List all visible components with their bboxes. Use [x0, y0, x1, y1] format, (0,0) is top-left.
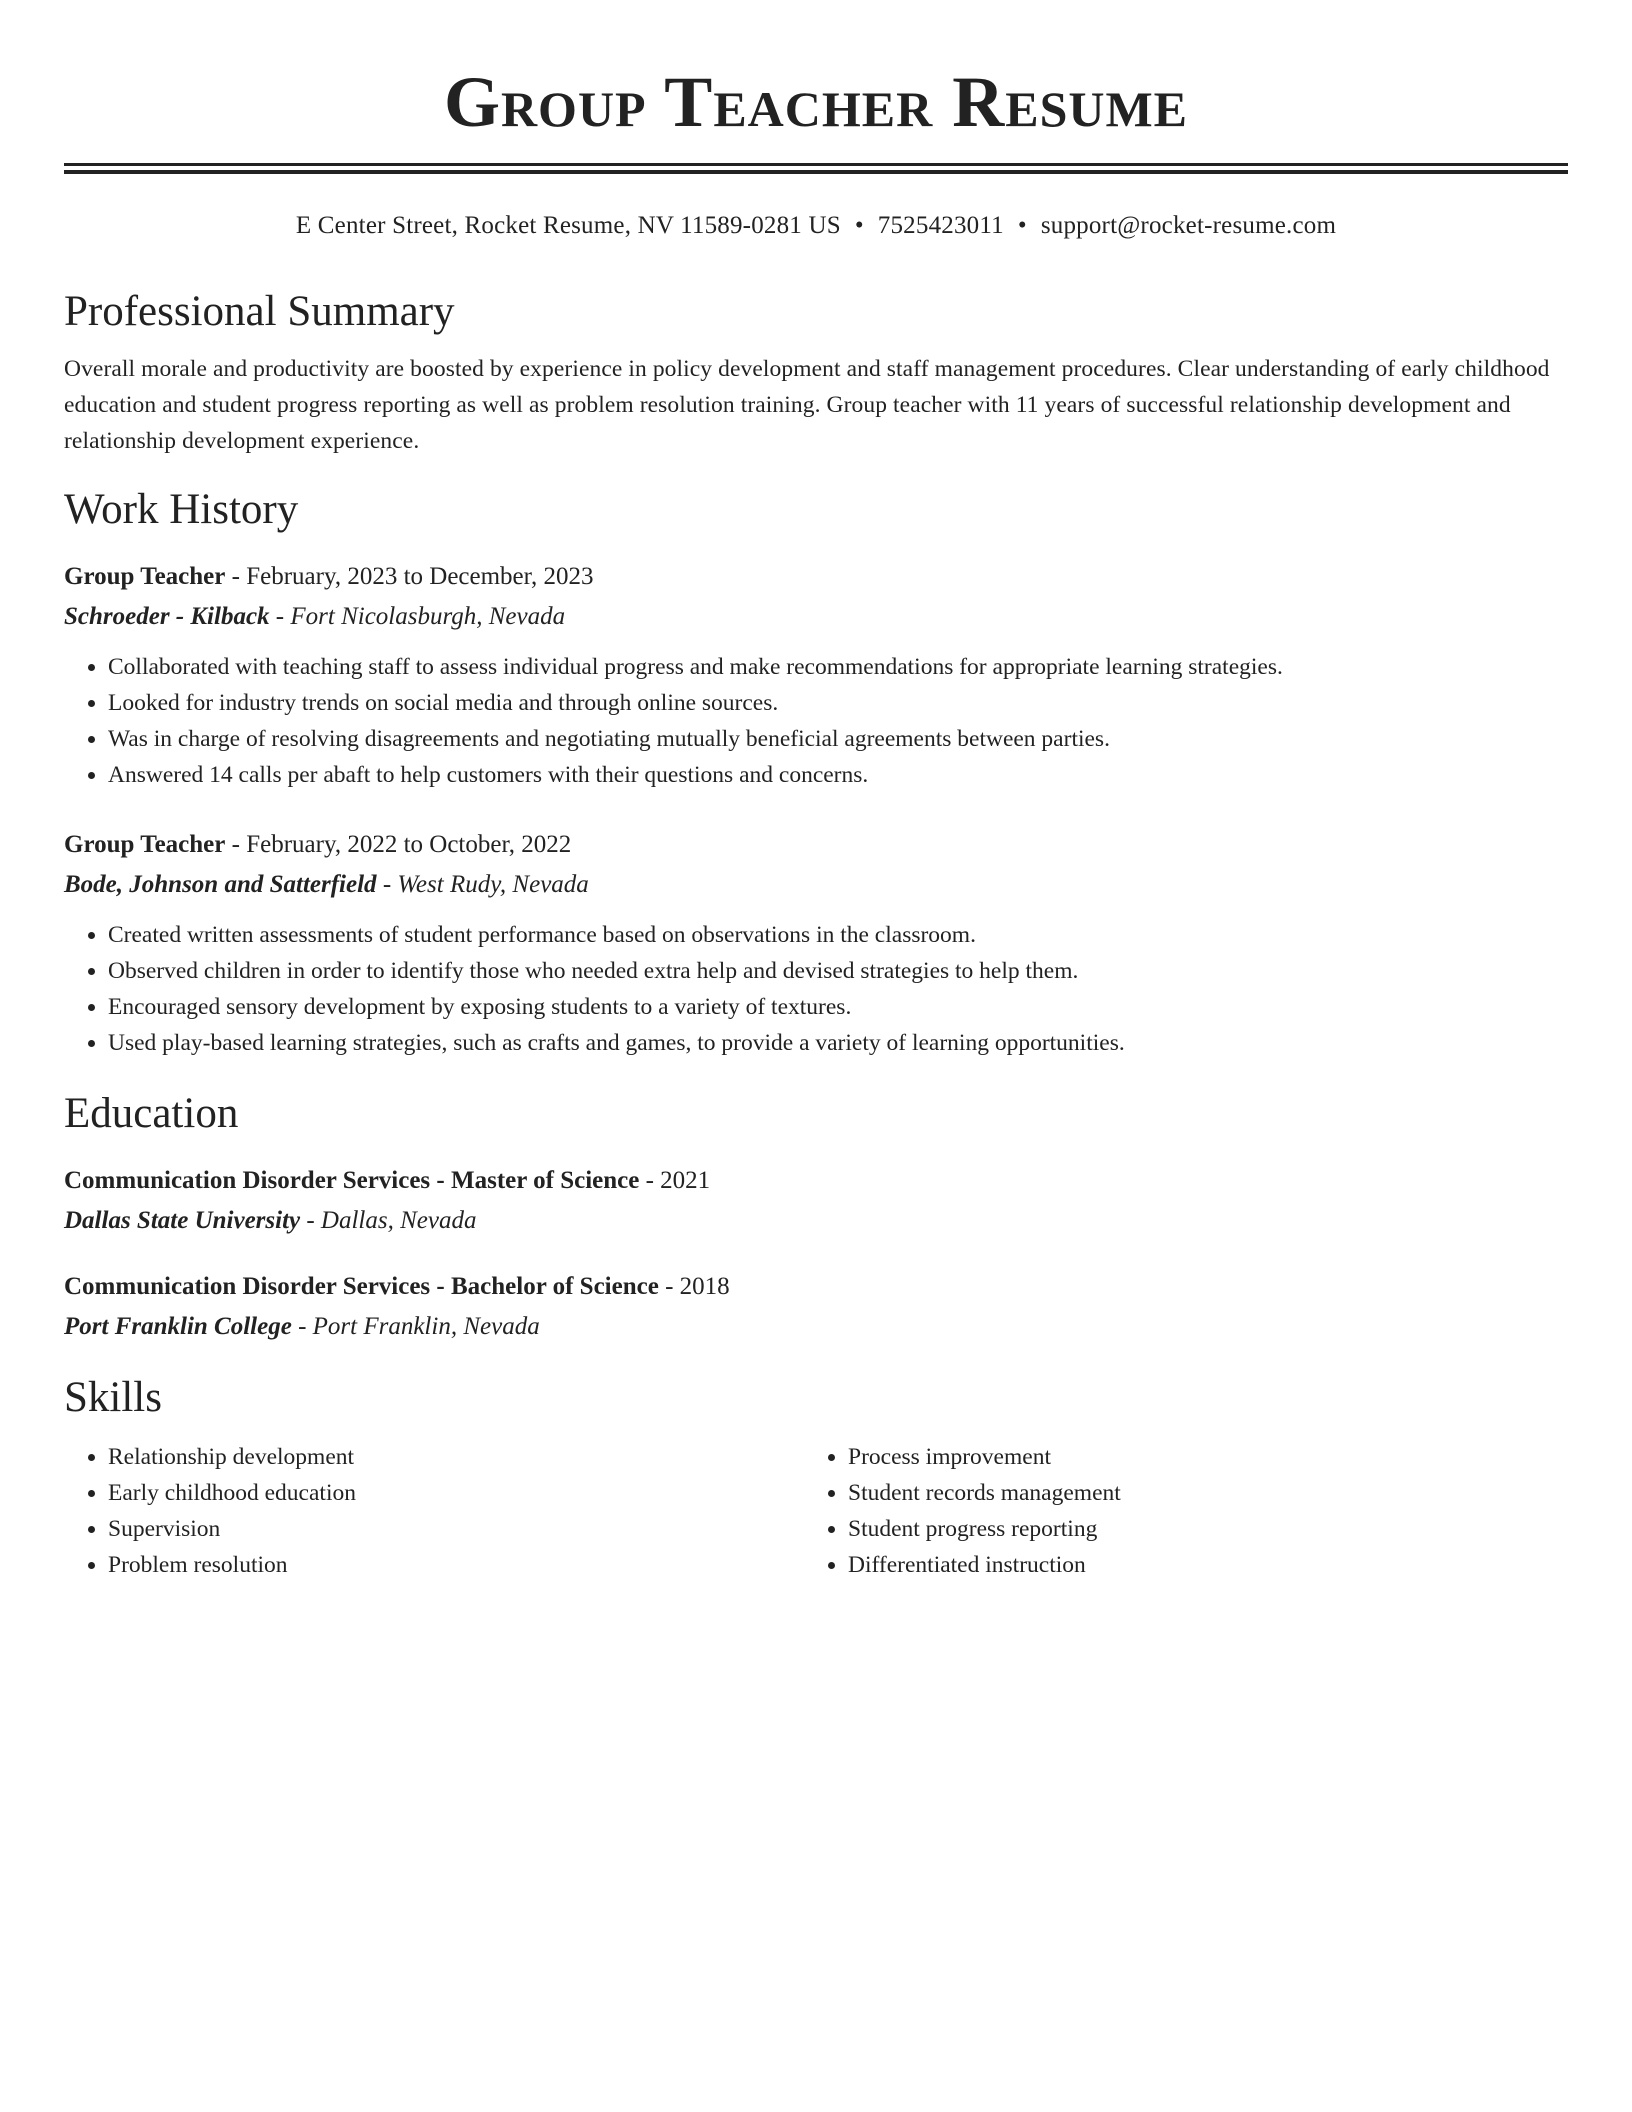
contact-address: E Center Street, Rocket Resume, NV 11589-0281 US	[295, 212, 841, 239]
skills-heading: Skills	[64, 1374, 162, 1421]
contact-email: support@rocket-resume.com	[1040, 212, 1337, 239]
job-bullet: • Collaborated with teaching staff to assess individual progress and make recommendations for appropriate learning strategies.	[108, 649, 1568, 685]
summary-text: Overall morale and productivity are boosted by experience in policy development and staff management procedures. Clear understanding of early childhood education and student progress reporting as well as problem resolution training. Group teacher with 11 years of successful relationship development and relationship development experience.	[64, 356, 1550, 454]
job-bullet: • Encouraged sensory development by exposing students to a variety of textures.	[108, 989, 1568, 1025]
skills-list-left	[64, 1439, 804, 1583]
school-location: - Port Franklin, Nevada	[291, 1313, 540, 1340]
job-company-line	[64, 599, 1568, 635]
school: Dallas State University	[64, 1207, 301, 1234]
job-entry	[64, 559, 1568, 793]
job-bullet: • Answered 14 calls per abaft to help customers with their questions and concerns.	[108, 757, 1568, 793]
summary-heading: Professional Summary	[64, 288, 455, 335]
education-heading: Education	[64, 1090, 239, 1137]
degree: Communication Disorder Services - Bachelor of Science	[64, 1273, 659, 1300]
skill-item: • Student records management	[848, 1475, 1544, 1511]
skill-item: • Early childhood education	[108, 1475, 804, 1511]
job-bullets	[64, 649, 1568, 793]
job-entry	[64, 827, 1568, 1061]
degree-year: - 2021	[639, 1167, 711, 1194]
skill-item: • Problem resolution	[108, 1547, 804, 1583]
job-bullet: • Created written assessments of student performance based on observations in the classroom.	[108, 917, 1568, 953]
degree: Communication Disorder Services - Master of Science	[64, 1167, 640, 1194]
resume-title: Group Teacher Resume	[443, 62, 1189, 142]
title-divider	[64, 163, 1568, 174]
job-location: - Fort Nicolasburgh, Nevada	[269, 603, 566, 630]
job-location: - West Rudy, Nevada	[376, 871, 589, 898]
degree-year: - 2018	[658, 1273, 730, 1300]
school-line	[64, 1309, 1568, 1345]
job-bullet: • Was in charge of resolving disagreements and negotiating mutually beneficial agreements between parties.	[108, 721, 1568, 757]
job-title: Group Teacher	[64, 831, 226, 858]
job-company: Bode, Johnson and Satterfield	[64, 871, 377, 898]
job-dates: - February, 2023 to December, 2023	[225, 563, 594, 590]
work-history-heading: Work History	[64, 486, 299, 533]
job-company-line	[64, 867, 1568, 903]
school-line	[64, 1203, 1568, 1239]
contact-separator: •	[1017, 212, 1027, 239]
skill-item: • Student progress reporting	[848, 1511, 1544, 1547]
skill-item: • Process improvement	[848, 1439, 1544, 1475]
skills-list-right	[804, 1439, 1544, 1583]
skill-item: • Relationship development	[108, 1439, 804, 1475]
job-bullet: • Used play-based learning strategies, such as crafts and games, to provide a variety of learning opportunities.	[108, 1025, 1568, 1061]
contact-phone: 7525423011	[877, 212, 1004, 239]
job-bullet: • Looked for industry trends on social media and through online sources.	[108, 685, 1568, 721]
school: Port Franklin College	[64, 1313, 292, 1340]
contact-separator: •	[854, 212, 864, 239]
education-entry	[64, 1269, 1568, 1345]
degree-line	[64, 1163, 1568, 1199]
education-entry	[64, 1163, 1568, 1239]
skill-item: • Supervision	[108, 1511, 804, 1547]
job-title: Group Teacher	[64, 563, 226, 590]
job-dates: - February, 2022 to October, 2022	[225, 831, 572, 858]
job-company: Schroeder - Kilback	[64, 603, 270, 630]
job-title-line	[64, 827, 1568, 863]
job-bullet: • Observed children in order to identify those who needed extra help and devised strategies to help them.	[108, 953, 1568, 989]
job-bullets	[64, 917, 1568, 1061]
skills-columns	[64, 1439, 1568, 1583]
job-title-line	[64, 559, 1568, 595]
skill-item: • Differentiated instruction	[848, 1547, 1544, 1583]
contact-line	[64, 210, 1568, 242]
school-location: - Dallas, Nevada	[300, 1207, 477, 1234]
degree-line	[64, 1269, 1568, 1305]
